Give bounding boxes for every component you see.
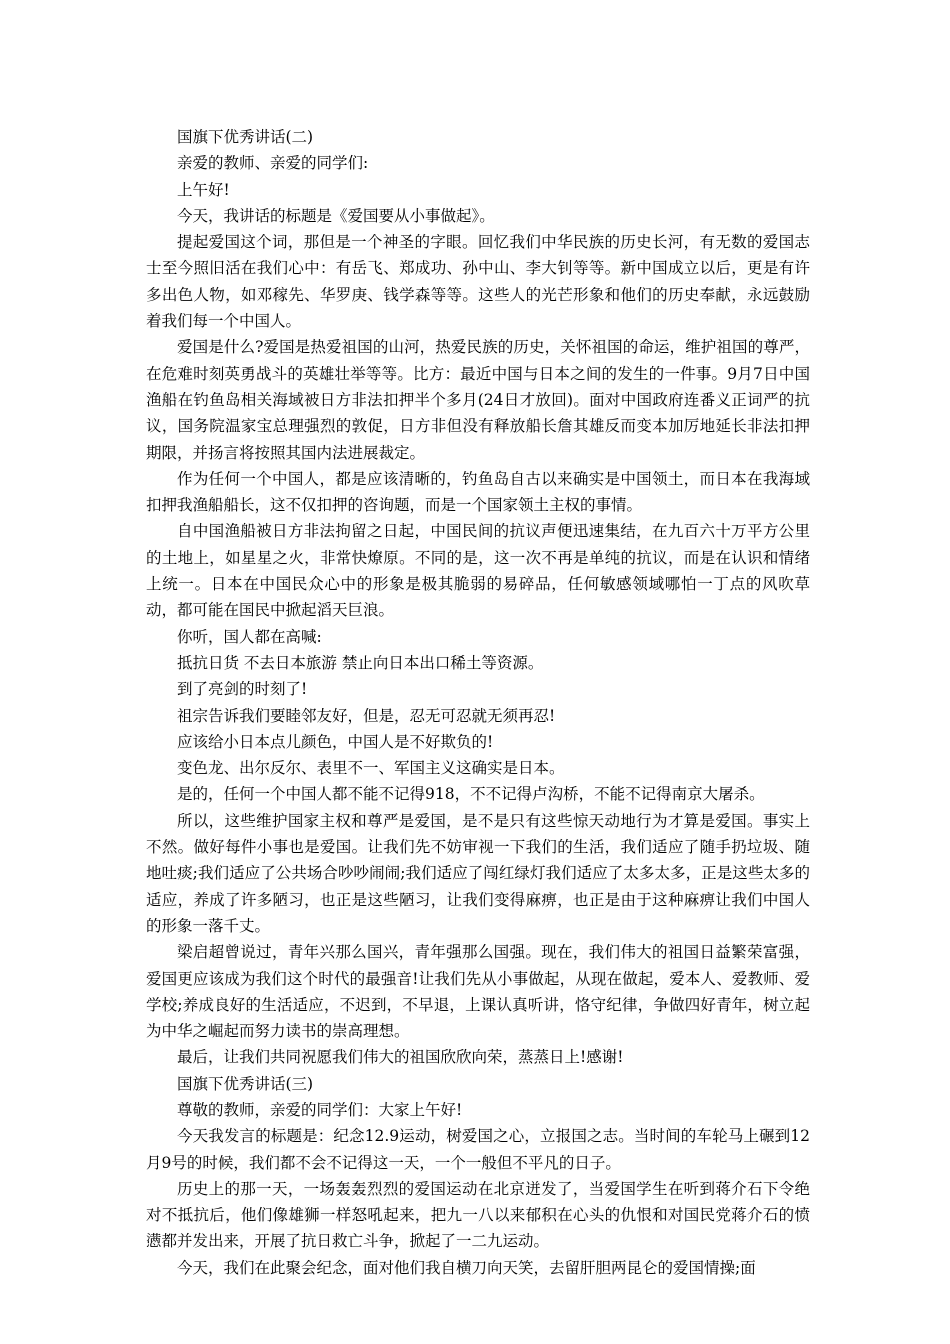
paragraph: 今天，我们在此聚会纪念，面对他们我自横刀向天笑，去留肝胆两昆仑的爱国情操;面 <box>177 1258 756 1277</box>
paragraph: 是的，任何一个中国人都不能不记得918，不不记得卢沟桥，不能不记得南京大屠杀。 <box>177 785 765 804</box>
paragraph: 到了亮剑的时刻了! <box>177 680 308 699</box>
paragraph: 自中国渔船被日方非法拘留之日起，中国民间的抗议声便迅速集结，在九百六十万平方公里的土地上，如星星之火，非常快燎原。不同的是，这一次不再是单纯的抗议，而是在认识和情绪上统一。日本在中国民众心中的形象是极其脆弱的易碎品，任何敏感领域哪怕一丁点的风吹草动，都可能在国民中掀起滔天巨浪。 <box>146 522 810 620</box>
paragraph: 应该给小日本点儿颜色，中国人是不好欺负的! <box>177 732 494 751</box>
paragraph: 你听，国人都在高喊: <box>177 627 322 646</box>
paragraph: 祖宗告诉我们要睦邻友好，但是，忍无可忍就无须再忍! <box>177 706 556 725</box>
salutation: 亲爱的教师、亲爱的同学们: <box>177 154 369 173</box>
speech-title-line: 今天，我讲话的标题是《爱国要从小事做起》。 <box>177 206 495 225</box>
paragraph: 最后，让我们共同祝愿我们伟大的祖国欣欣向荣，蒸蒸日上!感谢! <box>177 1048 624 1067</box>
greeting: 上午好! <box>177 180 230 199</box>
paragraph: 梁启超曾说过，青年兴那么国兴，青年强那么国强。现在，我们伟大的祖国日益繁荣富强，爱国更应该成为我们这个时代的最强音!让我们先从小事做起，从现在做起，爱本人、爱教师、爱学校;养成良好的生活适应，不迟到，不早退，上课认真听讲，恪守纪律，争做四好青年，树立起为中华之崛起而努力读书的崇高理想。 <box>146 943 810 1041</box>
paragraph: 抵抗日货 不去日本旅游 禁止向日本出口稀土等资源。 <box>177 653 544 672</box>
paragraph: 今天我发言的标题是：纪念12.9运动，树爱国之心，立报国之志。当时间的车轮马上碾到12月9号的时候，我们都不会不记得这一天，一个一般但不平凡的日子。 <box>146 1127 810 1172</box>
paragraph: 所以，这些维护国家主权和尊严是爱国，是不是只有这些惊天动地行为才算是爱国。事实上不然。做好每件小事也是爱国。让我们先不妨审视一下我们的生活，我们适应了随手扔垃圾、随地吐痰;我们适应了公共场合吵吵闹闹;我们适应了闯红绿灯我们适应了太多太多，正是这些太多的适应，养成了许多陋习，也正是这些陋习，让我们变得麻痹，也正是由于这种麻痹让我们中国人的形象一落千丈。 <box>146 811 810 935</box>
paragraph: 变色龙、出尔反尔、表里不一、军国主义这确实是日本。 <box>177 759 565 778</box>
document-body <box>146 124 810 1281</box>
paragraph: 作为任何一个中国人，都是应该清晰的，钓鱼岛自古以来确实是中国领土，而日本在我海域扣押我渔船船长，这不仅扣押的咨询题，而是一个国家领土主权的事情。 <box>146 469 810 515</box>
paragraph: 爱国是什么?爱国是热爱祖国的山河，热爱民族的历史，关怀祖国的命运，维护祖国的尊严，在危难时刻英勇战斗的英雄壮举等等。比方：最近中国与日本之间的发生的一件事。9月7日中国渔船在钓鱼岛相关海域被日方非法扣押半个多月(24日才放回)。面对中国政府连番义正词严的抗议，国务院温家宝总理强烈的敦促，日方非但没有释放船长詹其雄反而变本加厉地延长非法扣押期限，并扬言将按照其国内法进展裁定。 <box>146 338 810 462</box>
paragraph: 历史上的那一天，一场轰轰烈烈的爱国运动在北京迸发了，当爱国学生在听到蒋介石下令绝对不抵抗后，他们像雄狮一样怒吼起来，把九一八以来郁积在心头的仇恨和对国民党蒋介石的愤懑都并发出来，开展了抗日救亡斗争，掀起了一二九运动。 <box>146 1179 810 1251</box>
salutation: 尊敬的教师，亲爱的同学们：大家上午好! <box>177 1100 463 1119</box>
section-heading: 国旗下优秀讲话(三) <box>177 1074 314 1093</box>
paragraph: 提起爱国这个词，那但是一个神圣的字眼。回忆我们中华民族的历史长河，有无数的爱国志士至今照旧活在我们心中：有岳飞、郑成功、孙中山、李大钊等等。新中国成立以后，更是有许多出色人物，如邓稼先、华罗庚、钱学森等等。这些人的光芒形象和他们的历史奉献，永远鼓励着我们每一个中国人。 <box>146 233 810 331</box>
section-heading: 国旗下优秀讲话(二) <box>177 128 314 146</box>
